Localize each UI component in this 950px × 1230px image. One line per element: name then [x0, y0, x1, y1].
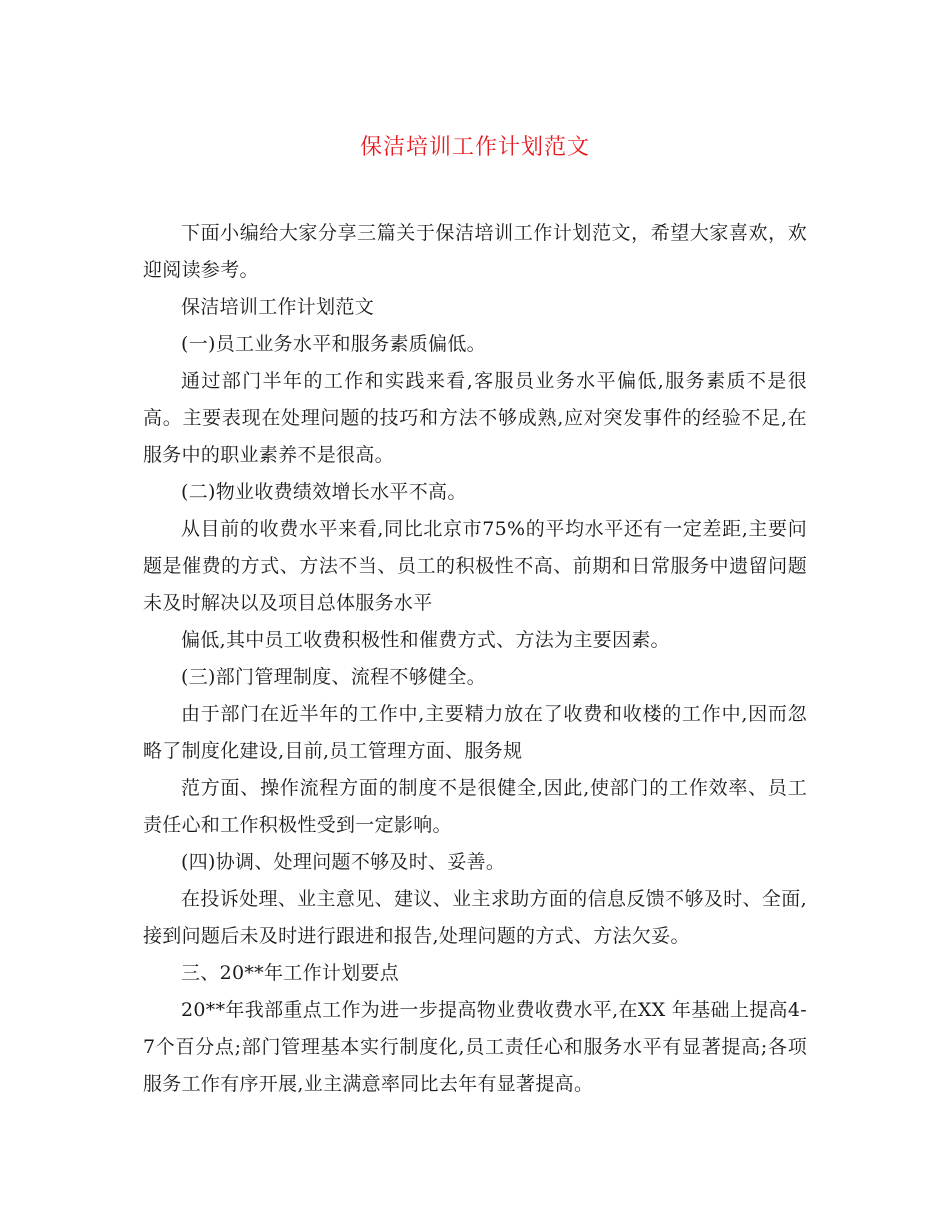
subheading-2: (二)物业收费绩效增长水平不高。 — [181, 481, 467, 503]
subheading-3: (三)部门管理制度、流程不够健全。 — [181, 666, 486, 688]
paragraph: 20**年我部重点工作为进一步提高物业费收费水平,在XX 年基础上提高4-7个百分点;部门管理基本实行制度化,员工责任心和服务水平有显著提高;各项服务工作有序开展,业主满意率同比去年有显著提高。 — [143, 999, 807, 1095]
paragraph: 从目前的收费水平来看,同比北京市75%的平均水平还有一定差距,主要问题是催费的方式、方法不当、员工的积极性不高、前期和日常服务中遗留问题未及时解决以及项目总体服务水平 — [143, 518, 807, 614]
paragraph: 范方面、操作流程方面的制度不是很健全,因此,使部门的工作效率、员工责任心和工作积极性受到一定影响。 — [143, 777, 807, 836]
intro-paragraph: 下面小编给大家分享三篇关于保洁培训工作计划范文，希望大家喜欢，欢迎阅读参考。 — [143, 222, 807, 281]
document-title: 保洁培训工作计划范文 — [359, 135, 590, 160]
section-heading: 保洁培训工作计划范文 — [181, 296, 375, 318]
paragraph: 偏低,其中员工收费积极性和催费方式、方法为主要因素。 — [181, 629, 670, 651]
paragraph: 由于部门在近半年的工作中,主要精力放在了收费和收楼的工作中,因而忽略了制度化建设,目前,员工管理方面、服务规 — [143, 703, 807, 762]
paragraph: 通过部门半年的工作和实践来看,客服员业务水平偏低,服务素质不是很高。主要表现在处理问题的技巧和方法不够成熟,应对突发事件的经验不足,在服务中的职业素养不是很高。 — [143, 370, 807, 466]
paragraph: 在投诉处理、业主意见、建议、业主求助方面的信息反馈不够及时、全面,接到问题后未及时进行跟进和报告,处理问题的方式、方法欠妥。 — [143, 888, 807, 947]
section-heading-plan: 三、20**年工作计划要点 — [181, 962, 400, 984]
subheading-1: (一)员工业务水平和服务素质偏低。 — [181, 333, 486, 355]
subheading-4: (四)协调、处理问题不够及时、妥善。 — [181, 851, 506, 873]
document-body — [143, 215, 807, 1103]
